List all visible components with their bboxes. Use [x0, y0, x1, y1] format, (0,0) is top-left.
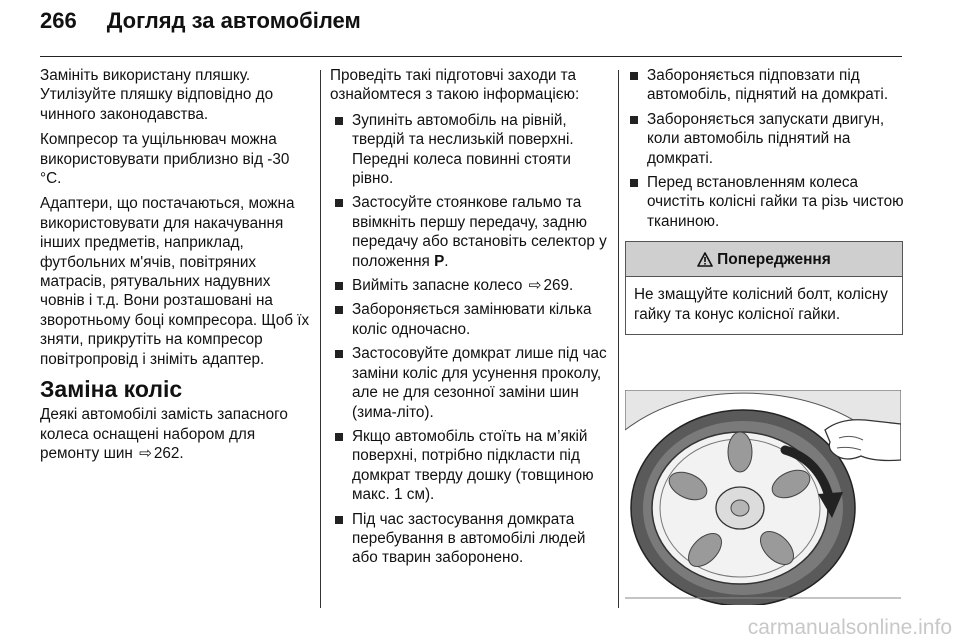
warning-box [625, 241, 903, 335]
list-item: Якщо автомобіль стоїть на м’якій поверхні, потрібно підкласти під домкрат тверду дошку (товщиною макс. 1 см). [330, 427, 610, 505]
list-item: Застосовуйте домкрат лише під час заміни коліс для усунення проколу, але не для сезонної заміни шин (зима-літо). [330, 344, 610, 422]
warning-title: Попередження [717, 250, 831, 268]
paragraph: Компресор та ущільнювач можна використовувати приблизно від -30 °C. [40, 131, 290, 188]
section-paragraph [40, 405, 312, 463]
column-2 [330, 66, 610, 573]
list-item: Зупиніть автомобіль на рівній, твердій та неслизькій поверхні. Передні колеса повинні стояти рівно. [330, 111, 610, 189]
bullet-square-icon [335, 117, 343, 125]
list-item: Забороняється замінювати кілька коліс одночасно. [330, 300, 610, 339]
safety-list [625, 66, 905, 231]
page-reference-link[interactable]: 269. [543, 277, 574, 295]
page-number: 266 [40, 8, 77, 33]
column-1 [40, 66, 312, 469]
warning-triangle-icon [697, 252, 713, 267]
section-heading: Заміна коліс [40, 376, 183, 403]
reference-arrow-icon: ⇨ [528, 277, 542, 295]
bullet-square-icon [335, 516, 343, 524]
bullet-square-icon [335, 199, 343, 207]
list-item: Забороняється запускати двигун, коли автомобіль піднятий на домкраті. [625, 110, 905, 168]
list-item: Вийміть запасне колесо ⇨ 269. [330, 276, 610, 295]
warning-text: Не змащуйте колісний болт, колісну гайку та конус колісної гайки. [634, 286, 888, 323]
column-divider-1 [320, 70, 321, 608]
bullet-square-icon [335, 350, 343, 358]
gear-position-p: P [434, 252, 445, 270]
page-header [40, 8, 361, 48]
list-item: Під час застосування домкрата перебування в автомобілі людей або тварин заборонено. [330, 510, 610, 568]
header-rule [40, 56, 902, 57]
reference-arrow-icon: ⇨ [139, 444, 152, 462]
list-item: Перед встановленням колеса очистіть колісні гайки та різь чистою тканиною. [625, 173, 905, 231]
preparation-list [330, 111, 610, 568]
page-title: Догляд за автомобілем [106, 8, 361, 33]
intro-paragraph: Проведіть такі підготовчі заходи та ознайомтеся з такою інформацією: [330, 67, 580, 104]
bullet-square-icon [335, 282, 343, 290]
watermark: carmanualsonline.info [747, 616, 952, 639]
column-3 [625, 66, 905, 335]
bullet-square-icon [630, 179, 638, 187]
bullet-square-icon [630, 72, 638, 80]
warning-header [626, 242, 902, 277]
hubcap-removal-illustration [625, 390, 901, 605]
bullet-square-icon [335, 306, 343, 314]
list-item: Забороняється підповзати під автомобіль, піднятий на домкраті. [625, 66, 905, 105]
section-text: Деякі автомобілі замість запасного колеса оснащені набором для ремонту шин [40, 406, 288, 462]
page-reference-link[interactable]: 262. [153, 444, 184, 462]
column-divider-2 [618, 70, 619, 608]
bullet-square-icon [630, 116, 638, 124]
paragraph: Замініть використану пляшку. Утилізуйте пляшку відповідно до чинного законодавства. [40, 67, 274, 123]
paragraph: Адаптери, що постачаються, можна використовувати для накачування інших предметів, наприклад, футбольних м'ячів, повітряних матрасів, рятувальних надувних човнів і т.д. Вони розташовані на зворотньому боці компресора. Щоб їх зняти, прикрутіть на компресор повітропровід і зніміть адаптер. [40, 195, 310, 368]
bullet-square-icon [335, 433, 343, 441]
list-item: Застосуйте стоянкове гальмо та ввімкніть першу передачу, задню передачу або встановіть селектор у положення P. [330, 193, 610, 271]
